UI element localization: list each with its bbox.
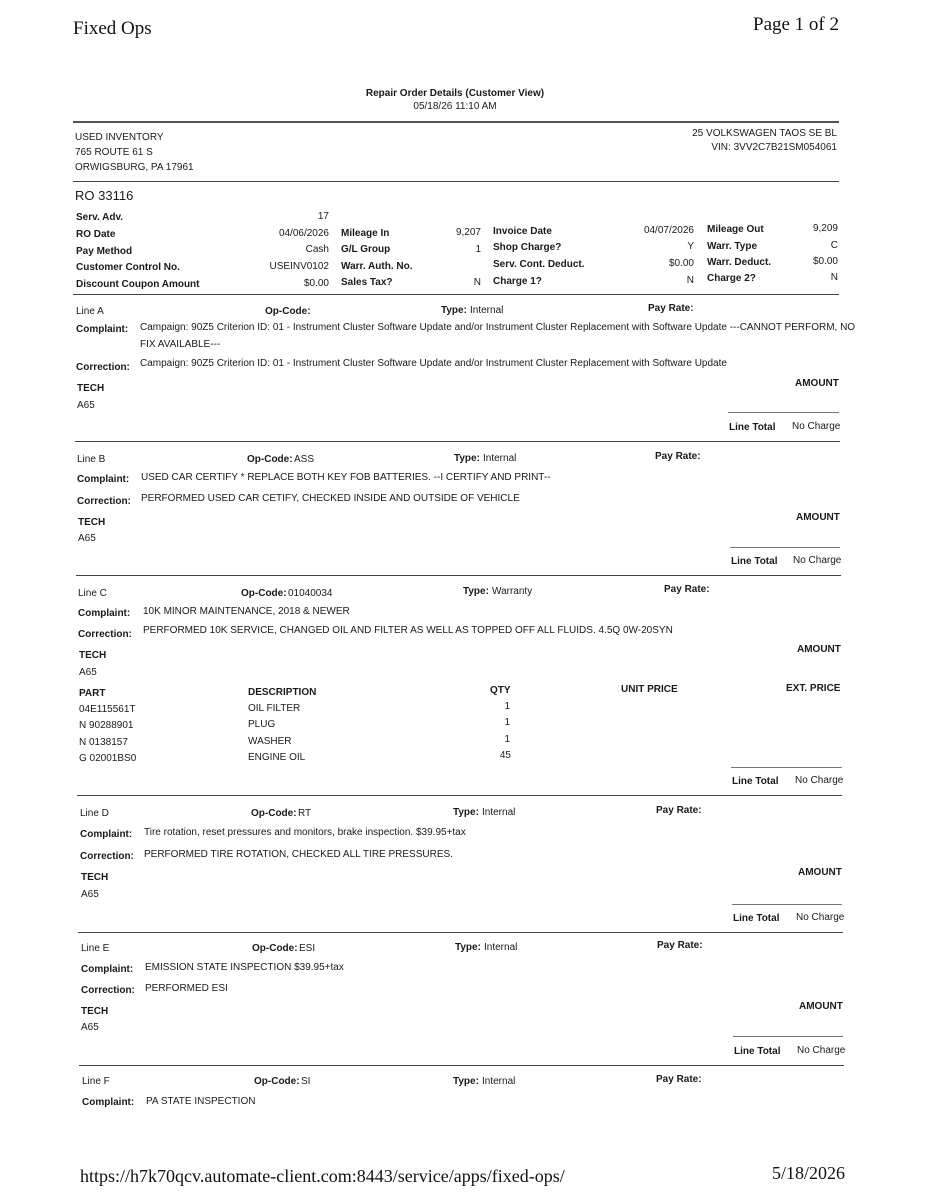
line-b-tech: A65: [78, 533, 96, 544]
part-qty: 45: [499, 750, 511, 761]
ro-label: Sales Tax?: [341, 277, 393, 288]
part-header: PART: [79, 688, 106, 699]
ro-label: Customer Control No.: [76, 262, 180, 273]
type-label: Type:: [453, 807, 479, 818]
ro-label: Shop Charge?: [493, 242, 562, 253]
line-total-label: Line Total: [729, 422, 776, 433]
opcode-label: Op-Code:: [254, 1076, 300, 1087]
divider: [730, 547, 840, 548]
opcode-label: Op-Code:: [265, 306, 311, 317]
line-e-total: No Charge: [797, 1045, 846, 1056]
pay-rate-label: Pay Rate:: [656, 805, 702, 816]
type-label: Type:: [441, 305, 467, 316]
line-c-total: No Charge: [795, 775, 844, 786]
divider: [73, 294, 839, 295]
correction-label: Correction:: [76, 362, 130, 373]
line-total-label: Line Total: [732, 776, 779, 787]
line-f-type: Internal: [482, 1076, 516, 1087]
line-a-tech: A65: [77, 400, 95, 411]
line-a-label: Line A: [76, 306, 104, 317]
report-datetime: 05/18/26 11:10 AM: [413, 101, 497, 112]
correction-label: Correction:: [78, 629, 132, 640]
part-qty: 1: [504, 717, 510, 728]
divider: [73, 181, 839, 182]
ro-label: Pay Method: [76, 246, 133, 257]
complaint-label: Complaint:: [82, 1097, 135, 1108]
complaint-label: Complaint:: [80, 829, 133, 840]
line-c-complaint: 10K MINOR MAINTENANCE, 2018 & NEWER: [143, 606, 350, 617]
vehicle-description: 25 VOLKSWAGEN TAOS SE BL: [692, 128, 837, 139]
unit-price-header: UNIT PRICE: [621, 684, 678, 695]
invoice-date-value: 04/07/2026: [643, 225, 694, 236]
line-c-type: Warranty: [492, 586, 533, 597]
ro-label: Serv. Adv.: [76, 212, 124, 223]
line-b-complaint: USED CAR CERTIFY * REPLACE BOTH KEY FOB BATTERIES. --I CERTIFY AND PRINT--: [141, 472, 551, 483]
divider: [73, 121, 839, 123]
ro-label: Warr. Auth. No.: [341, 261, 413, 272]
pay-method-value: Cash: [305, 244, 329, 255]
line-b-label: Line B: [77, 454, 106, 465]
divider: [728, 412, 839, 413]
complaint-label: Complaint:: [76, 324, 129, 335]
part-description: OIL FILTER: [248, 703, 301, 714]
line-f-opcode: SI: [301, 1076, 311, 1087]
warr-deduct-value: $0.00: [812, 256, 838, 267]
part-qty: 1: [504, 701, 510, 712]
correction-label: Correction:: [81, 985, 135, 996]
ro-label: G/L Group: [341, 244, 391, 255]
tech-label: TECH: [79, 650, 107, 661]
part-qty: 1: [504, 734, 510, 745]
app-title: Fixed Ops: [73, 18, 152, 39]
ro-number: RO 33116: [75, 188, 134, 203]
pay-rate-label: Pay Rate:: [656, 1074, 702, 1085]
pay-rate-label: Pay Rate:: [655, 451, 701, 462]
part-description: PLUG: [248, 719, 276, 730]
charge-2-value: N: [830, 272, 838, 283]
ro-label: Warr. Deduct.: [707, 257, 772, 268]
ro-label: Charge 2?: [707, 273, 756, 284]
amount-label: AMOUNT: [796, 512, 840, 523]
mileage-in-value: 9,207: [455, 227, 481, 238]
discount-coupon-value: $0.00: [303, 278, 329, 289]
line-d-correction: PERFORMED TIRE ROTATION, CHECKED ALL TIRE PRESSURES.: [144, 849, 453, 860]
footer-url[interactable]: https://h7k70qcv.automate-client.com:8443/service/apps/fixed-ops/: [80, 1166, 565, 1186]
gl-group-value: 1: [475, 244, 481, 255]
line-a-total: No Charge: [792, 421, 841, 432]
serv-adv-value: 17: [317, 211, 329, 222]
part-description: WASHER: [248, 736, 292, 747]
ro-label: Mileage Out: [707, 224, 764, 235]
type-label: Type:: [455, 942, 481, 953]
line-d-tech: A65: [81, 889, 99, 900]
part-number: N 0138157: [79, 737, 128, 748]
tech-label: TECH: [81, 1006, 109, 1017]
footer-date: 5/18/2026: [772, 1163, 846, 1183]
page-number: Page 1 of 2: [753, 14, 840, 35]
line-d-label: Line D: [80, 808, 109, 819]
pay-rate-label: Pay Rate:: [657, 940, 703, 951]
complaint-label: Complaint:: [81, 964, 134, 975]
line-f-label: Line F: [82, 1076, 110, 1087]
line-a-complaint: Campaign: 90Z5 Criterion ID: 01 - Instrument Cluster Software Update and/or Instrument Cluster Replacement with Software Update ---CANNOT PERFORM, NO: [140, 322, 856, 333]
customer-control-value: USEINV0102: [269, 261, 329, 272]
opcode-label: Op-Code:: [247, 454, 293, 465]
complaint-label: Complaint:: [77, 474, 130, 485]
divider: [732, 904, 842, 905]
line-e-tech: A65: [81, 1022, 99, 1033]
ro-label: Discount Coupon Amount: [76, 279, 200, 290]
divider: [79, 1065, 844, 1066]
part-number: 04E115561T: [79, 704, 136, 715]
pay-rate-label: Pay Rate:: [664, 584, 710, 595]
opcode-label: Op-Code:: [241, 588, 287, 599]
line-b-total: No Charge: [793, 555, 842, 566]
charge-1-value: N: [686, 275, 694, 286]
divider: [77, 795, 842, 796]
type-label: Type:: [463, 586, 489, 597]
qty-header: QTY: [490, 685, 511, 696]
amount-label: AMOUNT: [798, 867, 842, 878]
tech-label: TECH: [81, 872, 109, 883]
warr-type-value: C: [830, 240, 838, 251]
complaint-label: Complaint:: [78, 608, 131, 619]
line-total-label: Line Total: [733, 913, 780, 924]
amount-label: AMOUNT: [797, 644, 841, 655]
line-e-opcode: ESI: [299, 943, 316, 954]
line-e-complaint: EMISSION STATE INSPECTION $39.95+tax: [145, 962, 344, 973]
line-b-type: Internal: [483, 453, 517, 464]
shop-charge-value: Y: [687, 241, 694, 252]
tech-label: TECH: [77, 383, 105, 394]
line-d-total: No Charge: [796, 912, 845, 923]
mileage-out-value: 9,209: [812, 223, 838, 234]
ro-label: Warr. Type: [707, 241, 758, 252]
line-c-tech: A65: [79, 667, 97, 678]
sales-tax-value: N: [473, 277, 481, 288]
divider: [733, 1036, 843, 1037]
opcode-label: Op-Code:: [252, 943, 298, 954]
line-e-label: Line E: [81, 943, 110, 954]
customer-address-2: ORWIGSBURG, PA 17961: [75, 162, 194, 173]
part-number: N 90288901: [79, 720, 134, 731]
amount-label: AMOUNT: [795, 378, 839, 389]
correction-label: Correction:: [77, 496, 131, 507]
ro-label: Invoice Date: [493, 226, 552, 237]
customer-name: USED INVENTORY: [75, 132, 164, 143]
line-d-opcode: RT: [298, 808, 312, 819]
description-header: DESCRIPTION: [248, 687, 317, 698]
ro-label: Serv. Cont. Deduct.: [493, 259, 585, 270]
customer-address-1: 765 ROUTE 61 S: [75, 147, 153, 158]
line-b-correction: PERFORMED USED CAR CETIFY, CHECKED INSIDE AND OUTSIDE OF VEHICLE: [141, 493, 520, 504]
ro-date-value: 04/06/2026: [278, 228, 329, 239]
line-e-type: Internal: [484, 942, 518, 953]
line-total-label: Line Total: [734, 1046, 781, 1057]
line-d-complaint: Tire rotation, reset pressures and monitors, brake inspection. $39.95+tax: [144, 827, 466, 838]
line-a-type: Internal: [470, 305, 504, 316]
line-a-complaint-cont: FIX AVAILABLE---: [140, 339, 221, 350]
tech-label: TECH: [78, 517, 106, 528]
line-total-label: Line Total: [731, 556, 778, 567]
line-c-correction: PERFORMED 10K SERVICE, CHANGED OIL AND FILTER AS WELL AS TOPPED OFF ALL FLUIDS. 4.5Q 0W-20SYN: [143, 625, 673, 636]
report-title: Repair Order Details (Customer View): [365, 88, 545, 99]
line-f-complaint: PA STATE INSPECTION: [146, 1096, 256, 1107]
divider: [78, 932, 843, 933]
correction-label: Correction:: [80, 851, 134, 862]
part-description: ENGINE OIL: [248, 752, 306, 763]
divider: [76, 575, 841, 576]
ro-label: Mileage In: [341, 228, 390, 239]
line-b-opcode: ASS: [294, 454, 315, 465]
line-c-label: Line C: [78, 588, 107, 599]
part-number: G 02001BS0: [79, 753, 137, 764]
ro-label: RO Date: [76, 229, 116, 240]
ext-price-header: EXT. PRICE: [786, 683, 841, 694]
serv-cont-deduct-value: $0.00: [668, 258, 694, 269]
pay-rate-label: Pay Rate:: [648, 303, 694, 314]
type-label: Type:: [453, 1076, 479, 1087]
type-label: Type:: [454, 453, 480, 464]
divider: [731, 767, 842, 768]
vehicle-vin: VIN: 3VV2C7B21SM054061: [711, 142, 837, 153]
line-e-correction: PERFORMED ESI: [145, 983, 228, 994]
divider: [75, 441, 840, 442]
opcode-label: Op-Code:: [251, 808, 297, 819]
line-c-opcode: 01040034: [288, 588, 333, 599]
line-d-type: Internal: [482, 807, 516, 818]
ro-label: Charge 1?: [493, 276, 542, 287]
line-a-correction: Campaign: 90Z5 Criterion ID: 01 - Instrument Cluster Software Update and/or Instrument Cluster Replacement with Software Update: [140, 358, 727, 369]
amount-label: AMOUNT: [799, 1001, 843, 1012]
